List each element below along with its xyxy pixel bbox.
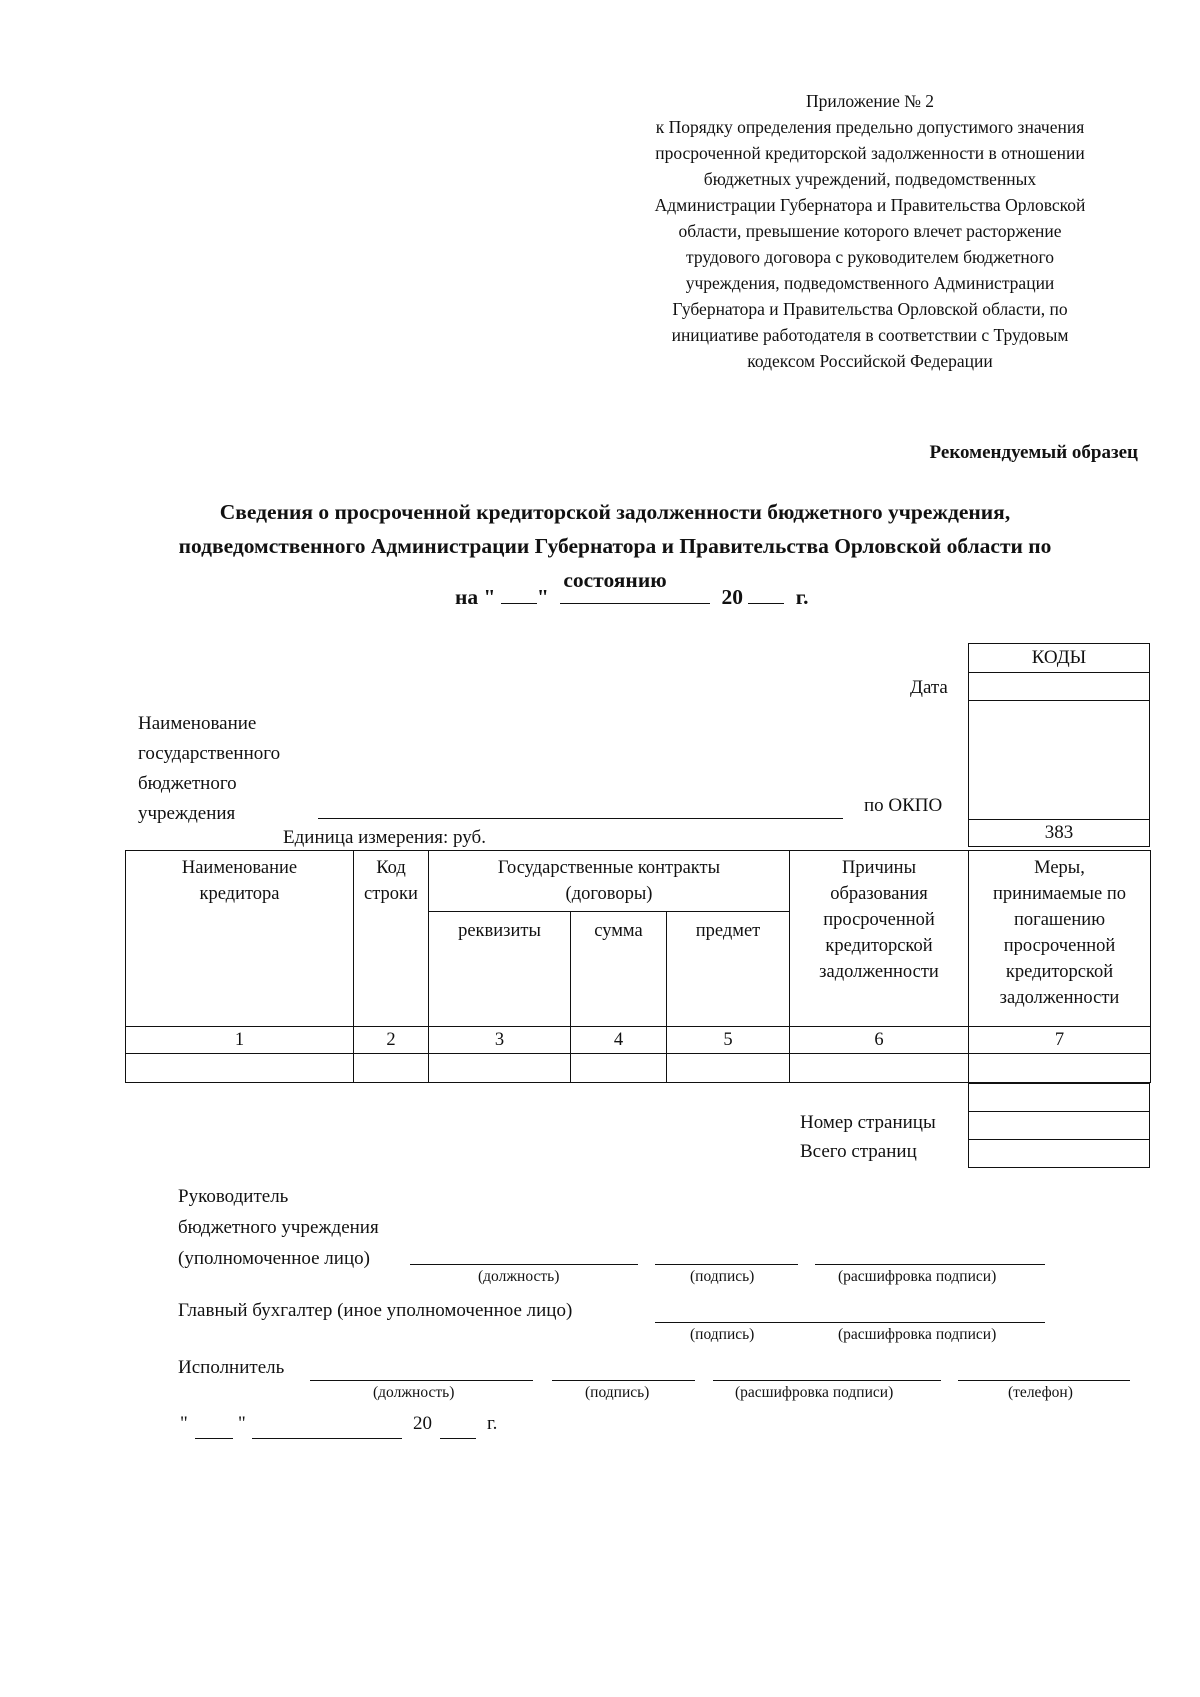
appendix-line: учреждения, подведомственного Администрации bbox=[685, 273, 1055, 293]
unit-label: Единица измерения: руб. bbox=[283, 827, 486, 848]
date-quote: " bbox=[536, 585, 549, 609]
appendix-line: Администрации Губернатора и Правительства Орловской bbox=[654, 195, 1086, 215]
table-cell[interactable] bbox=[571, 1054, 667, 1083]
accountant-signature-field[interactable] bbox=[655, 1322, 1045, 1323]
appendix-line: Губернатора и Правительства Орловской области, по bbox=[672, 299, 1068, 319]
signature-hint: (подпись) bbox=[690, 1326, 755, 1343]
table-cell[interactable] bbox=[790, 1054, 969, 1083]
debt-table bbox=[125, 850, 1151, 1083]
head-label-line: бюджетного учреждения bbox=[178, 1217, 379, 1238]
table-cell[interactable] bbox=[354, 1054, 429, 1083]
codes-title: КОДЫ bbox=[969, 644, 1150, 673]
recommended-sample-label: Рекомендуемый образец bbox=[929, 442, 1138, 463]
executor-position-field[interactable] bbox=[310, 1380, 533, 1381]
col-creditor-header: Наименование кредитора bbox=[126, 851, 354, 1027]
col-subject-header: предмет bbox=[667, 912, 790, 1027]
date-label: Дата bbox=[910, 677, 948, 698]
institution-label bbox=[138, 709, 280, 829]
executor-phone-field[interactable] bbox=[958, 1380, 1130, 1381]
position-hint: (должность) bbox=[478, 1268, 560, 1285]
date-suffix: г. bbox=[795, 585, 809, 609]
date-code-cell[interactable] bbox=[969, 673, 1150, 701]
page-number-label: Номер страницы bbox=[800, 1112, 936, 1133]
institution-label-line: Наименование bbox=[138, 713, 257, 734]
phone-hint: (телефон) bbox=[1008, 1384, 1073, 1401]
signing-month-field[interactable] bbox=[252, 1438, 402, 1439]
appendix-block bbox=[630, 88, 1110, 374]
table-cell[interactable] bbox=[667, 1054, 790, 1083]
month-field[interactable] bbox=[560, 585, 710, 604]
decode-hint: (расшифровка подписи) bbox=[735, 1384, 894, 1401]
head-signature-field[interactable] bbox=[655, 1264, 798, 1265]
col-number: 2 bbox=[354, 1027, 429, 1054]
head-label bbox=[178, 1181, 379, 1274]
page-info-box bbox=[968, 1083, 1150, 1168]
signing-year-field[interactable] bbox=[440, 1438, 476, 1439]
appendix-line: просроченной кредиторской задолженности в отношении bbox=[655, 143, 1085, 163]
document-title bbox=[90, 495, 1140, 597]
head-label-line: (уполномоченное лицо) bbox=[178, 1248, 370, 1269]
accountant-label: Главный бухгалтер (иное уполномоченное лицо) bbox=[178, 1300, 573, 1321]
title-line: Сведения о просроченной кредиторской задолженности бюджетного учреждения, bbox=[219, 500, 1011, 524]
total-pages-label: Всего страниц bbox=[800, 1141, 917, 1162]
appendix-line: к Порядку определения предельно допустимого значения bbox=[655, 117, 1085, 137]
signing-date-quote-open: " bbox=[180, 1413, 188, 1434]
head-position-field[interactable] bbox=[410, 1264, 638, 1265]
col-amount-header: сумма bbox=[571, 912, 667, 1027]
appendix-line: кодексом Российской Федерации bbox=[747, 351, 993, 371]
extra-code-cell[interactable] bbox=[969, 1084, 1150, 1112]
institution-label-line: учреждения bbox=[138, 803, 236, 824]
appendix-line: инициативе работодателя в соответствии с Трудовым bbox=[671, 325, 1069, 345]
date-prefix: на " bbox=[455, 585, 496, 609]
page-number-cell[interactable] bbox=[969, 1112, 1150, 1140]
col-number: 7 bbox=[969, 1027, 1151, 1054]
signing-year-prefix: 20 bbox=[413, 1413, 432, 1434]
executor-decode-field[interactable] bbox=[713, 1380, 941, 1381]
col-requisites-header: реквизиты bbox=[429, 912, 571, 1027]
signing-date-suffix: г. bbox=[487, 1413, 498, 1434]
col-number: 5 bbox=[667, 1027, 790, 1054]
col-number: 4 bbox=[571, 1027, 667, 1054]
executor-signature-field[interactable] bbox=[552, 1380, 695, 1381]
title-line: состоянию bbox=[563, 568, 667, 592]
col-number: 1 bbox=[126, 1027, 354, 1054]
signature-hint: (подпись) bbox=[585, 1384, 650, 1401]
table-cell[interactable] bbox=[969, 1054, 1151, 1083]
year-prefix: 20 bbox=[721, 585, 744, 609]
col-code-header: Код строки bbox=[354, 851, 429, 1027]
col-measures-header: Меры, принимаемые по погашению просроченной кредиторской задолженности bbox=[969, 851, 1151, 1027]
col-contracts-header: Государственные контракты (договоры) bbox=[429, 851, 790, 912]
col-number: 3 bbox=[429, 1027, 571, 1054]
appendix-line: бюджетных учреждений, подведомственных bbox=[703, 169, 1037, 189]
day-field[interactable] bbox=[501, 585, 537, 604]
codes-box bbox=[968, 643, 1150, 847]
head-label-line: Руководитель bbox=[178, 1186, 289, 1207]
total-pages-cell[interactable] bbox=[969, 1140, 1150, 1168]
appendix-line: области, превышение которого влечет расторжение bbox=[678, 221, 1062, 241]
head-decode-field[interactable] bbox=[815, 1264, 1045, 1265]
institution-name-field[interactable] bbox=[318, 818, 843, 819]
report-date-line bbox=[455, 585, 808, 610]
institution-label-line: бюджетного bbox=[138, 773, 237, 794]
appendix-line: трудового договора с руководителем бюджетного bbox=[685, 247, 1055, 267]
okpo-code-cell[interactable] bbox=[969, 701, 1150, 820]
position-hint: (должность) bbox=[373, 1384, 455, 1401]
decode-hint: (расшифровка подписи) bbox=[838, 1326, 997, 1343]
col-reasons-header: Причины образования просроченной кредиторской задолженности bbox=[790, 851, 969, 1027]
institution-label-line: государственного bbox=[138, 743, 281, 764]
signing-day-field[interactable] bbox=[195, 1438, 233, 1439]
executor-label: Исполнитель bbox=[178, 1357, 285, 1378]
title-line: подведомственного Администрации Губернатора и Правительства Орловской области по bbox=[178, 534, 1052, 558]
unit-code-cell: 383 bbox=[969, 820, 1150, 847]
signature-hint: (подпись) bbox=[690, 1268, 755, 1285]
table-cell[interactable] bbox=[429, 1054, 571, 1083]
year-field[interactable] bbox=[748, 585, 784, 604]
col-number: 6 bbox=[790, 1027, 969, 1054]
decode-hint: (расшифровка подписи) bbox=[838, 1268, 997, 1285]
okpo-label: по ОКПО bbox=[864, 795, 943, 816]
signing-date-quote-close: " bbox=[238, 1413, 246, 1434]
appendix-heading: Приложение № 2 bbox=[805, 91, 935, 111]
table-cell[interactable] bbox=[126, 1054, 354, 1083]
